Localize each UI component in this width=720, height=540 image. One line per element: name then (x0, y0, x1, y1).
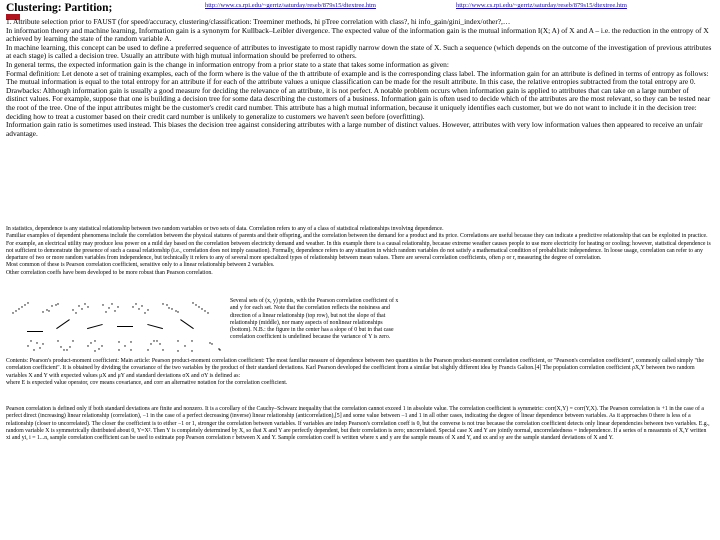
correlation-examples-figure (6, 298, 226, 356)
paragraph: In information theory and machine learning, Information gain is a synonym for Kullback–Leibler divergence. The expected value of the information gain is the mutual information I(X; A) of X and A – i.e. the reduction in the entropy of X achieved by learning the state of the random variable A. (6, 25, 709, 44)
paragraph: Familiar examples of dependent phenomena include the correlation between the physical statures of parents and their offspring, and the correlation between the demand for a product and its price. Correlations are useful because they can indicate a predictive relationship that can be exploited in practice. For example, an electrical utility may produce less power on a mild day based on the correlation between electricity demand and weather. In this example there is a causal relationship, because extreme weather causes people to use more electricity for heating or cooling; however, statistical dependence is not sufficient to demonstrate the presence of such a causal relationship (i.e., correlation does not imply causation). Formally, dependence refers to any situation in which random variables do not satisfy a mathematical condition of probabilistic independence. In loose usage, correlation can refer to any departure of two or more random variables from independence, but technically it refers to any of several more specialized types of relationship between mean values. There are several correlation coefficients, often ρ or r, measuring the degree of correlation. (6, 233, 711, 262)
scatter-examples-image (6, 298, 226, 356)
info-gain-section (6, 18, 712, 138)
paragraph: Drawbacks: Although information gain is usually a good measure for deciding the relevance of an attribute, it is not perfect. A notable problem occurs when information gain is applied to attributes that can take on a large number of distinct values. For example, suppose that one is building a decision tree for some data describing the customers of a business. Information gain is often used to decide which of the attributes are the most relevant, so they can be tested near the root of the tree. One of the input attributes might be the customer's credit card number. This attribute has a high mutual information, because it uniquely identifies each customer, but we do not want to include it in the decision tree: deciding how to treat a customer based on their credit card number is unlikely to generalize to customers we haven't seen before (overfitting). (6, 85, 711, 121)
paragraph: Formal definition: Let denote a set of training examples, each of the form where is the value of the th attribute of example and is the corresponding class label. The information gain for an attribute is defined in terms of entropy as follows: The mutual information is equal to the total entropy for an attribute if for each of the attribute values a unique classification can be made for the result attribute. In this case, the relative entropies subtracted from the total entropy are 0. (6, 68, 709, 87)
paragraph: Pearson correlation is defined only if both standard deviations are finite and nonzero. It is a corollary of the Cauchy–Schwarz inequality that the correlation cannot exceed 1 in absolute value. The correlation coefficient is symmetric: corr(X,Y) = corr(Y,X). The Pearson correlation is +1 in the case of a perfect direct (increasing) linear relationship (correlation), −1 in the case of a perfect decreasing (inverse) linear relationship (anticorrelation),[5] and some value between −1 and 1 in all other cases, indicating the degree of linear dependence between variables. As it approaches 0 there is less of a relationship (closer to uncorrelated). The closer the coefficient is to either −1 or 1, stronger the correlation between variables. If variables are indep Pearson's correlation coeff is 0, but the converse is not true because the correlation coefficient detects only linear dependencies between two variables. E.g., random variable X is symmetrically distributed about 0, Y=X². Then Y is completely determined by X, so that X and Y are perfectly dependent, but their correlation is zero; uncorrelated. Special case X and Y are jointly normal, uncorrelatedness = independence. If a series of n measmnts of X,Y written xi and yi, i = 1...n, sample correlation coefficient can be used to estimate pop Pearson correlation r between X and Y. Sample correlation coeff is written where x and y are the sample means of X and Y, and sx and sy are the sample standard deviations of X and Y. (6, 406, 710, 442)
paragraph: Most common of these is Pearson correlation coefficient, sensitive only to a linear relationship between 2 variables. (6, 262, 275, 269)
source-link-left[interactable]: http://www.cs.rpi.edu/~gerriz/saturday/reseb/879s15/dtextree.htm (205, 2, 376, 9)
correlation-section (6, 226, 712, 277)
paragraph: In general terms, the expected information gain is the change in information entropy from a prior state to a state that takes some information as given: (6, 59, 449, 69)
paragraph: In statistics, dependence is any statistical relationship between two random variables or two sets of data. Correlation refers to any of a class of statistical relationships involving dependence. (6, 226, 444, 232)
pearson-section (6, 358, 712, 387)
figure-caption: Several sets of (x, y) points, with the Pearson correlation coefficient of x and y for each set. Note that the correlation reflects the noisiness and direction of a linear relationship (top row), but not the slope of that relationship (middle), nor many aspects of nonlinear relationships (bottom). N.B.: the figure in the center has a slope of 0 but in that case correlation coefficient is undefined because the variance of Y is zero. (230, 298, 399, 341)
paragraph: Information gain ratio is sometimes used instead. This biases the decision tree against considering attributes with a large number of distinct values. However, attributes with very low information values then appeared to receive an unfair advantage. (6, 120, 703, 138)
pearson-properties-section (6, 406, 712, 442)
paragraph: Contents: Pearson's product-moment coefficient: Main article: Pearson product-moment correlation coefficient: The most familiar measure of dependence between two quantities is the Pearson product-moment correlation coefficient, or "Pearson's correlation coefficient", commonly called simply "the correlation coefficient". It is obtained by dividing the covariance of the two variables by the product of their standard deviations. Karl Pearson developed the coefficient from a similar but slightly different idea by Francis Galton.[4] The population correlation coefficient ρX,Y between two random variables X and Y with expected values μX and μY and standard deviations σX and σY is defined as: (6, 358, 704, 379)
paragraph: In machine learning, this concept can be used to define a preferred sequence of attributes to investigate to most rapidly narrow down the state of X. Such a sequence (which depends on the outcome of the investigation of previous attributes at each stage) is called a decision tree. Usually an attribute with high mutual information should be preferred to others. (6, 42, 712, 61)
page-title: Clustering: Partition; (6, 2, 113, 14)
section-heading: 1. Attribute selection prior to FAUST (for speed/accuracy, clustering/classification: Treeminer methods, hi pTree correlation with class?, hi info_gain/gini_index/other?,… (6, 17, 511, 26)
source-link-right[interactable]: http://www.cs.rpi.edu/~gerriz/saturday/reseb/879s15/dtextree.htm (456, 2, 627, 9)
paragraph: Other correlation coeffs have been developed to be more robust than Pearson correlation. (6, 269, 213, 276)
paragraph: where E is expected value operator, cov means covariance, and corr an alternative notation for the correlation coefficient. (6, 379, 288, 386)
